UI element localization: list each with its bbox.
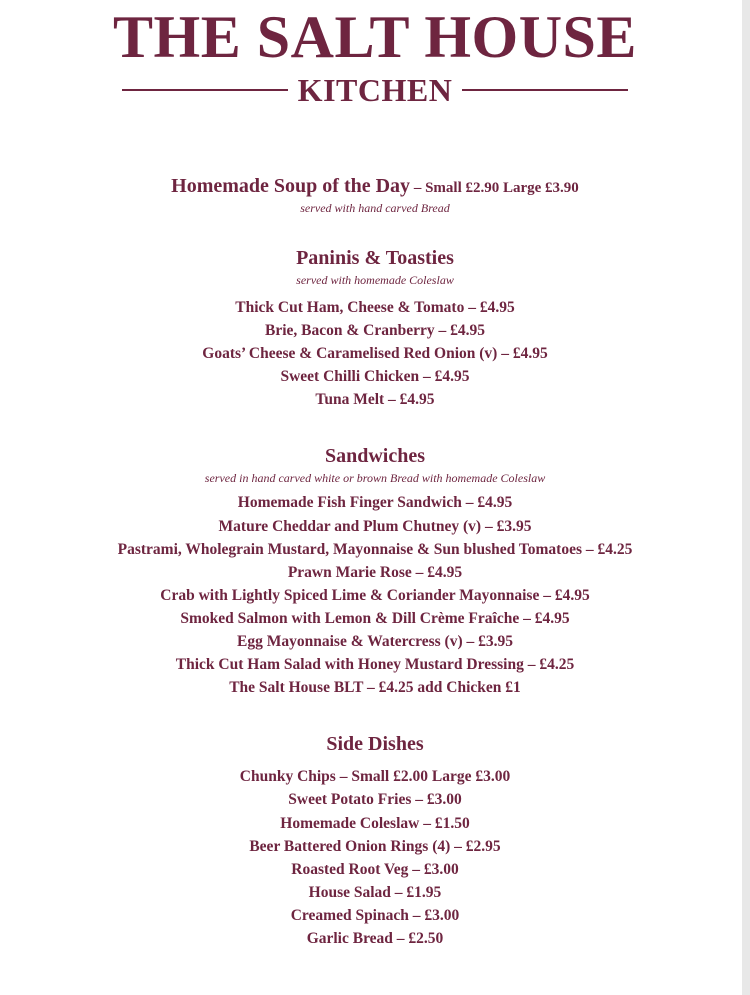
- subtitle-row: [0, 72, 750, 108]
- paninis-title: Paninis & Toasties: [296, 247, 454, 269]
- right-divider: [462, 89, 628, 91]
- menu-item: Brie, Bacon & Cranberry – £4.95: [265, 322, 485, 340]
- menu-item: Pastrami, Wholegrain Mustard, Mayonnaise & Sun blushed Tomatoes – £4.25: [117, 540, 633, 558]
- soup-price: – Small £2.90 Large £3.90: [410, 180, 579, 196]
- menu-item: Sweet Potato Fries – £3.00: [288, 791, 462, 809]
- paninis-section: [0, 246, 750, 411]
- soup-title: Homemade Soup of the Day: [171, 175, 411, 197]
- sides-list: [0, 765, 750, 950]
- paninis-list: [0, 296, 750, 411]
- menu-item: Creamed Spinach – £3.00: [290, 906, 460, 924]
- menu-item: Prawn Marie Rose – £4.95: [287, 563, 463, 581]
- left-divider: [122, 89, 288, 91]
- menu-item: Thick Cut Ham, Cheese & Tomato – £4.95: [235, 299, 515, 316]
- sandwiches-note: served in hand carved white or brown Bread with homemade Coleslaw: [204, 471, 546, 486]
- sides-title: Side Dishes: [326, 733, 424, 756]
- menu-item: Crab with Lightly Spiced Lime & Coriander Mayonnaise – £4.95: [160, 586, 590, 604]
- soup-heading: [0, 174, 750, 198]
- menu-item: The Salt House BLT – £4.25 add Chicken £1: [229, 679, 521, 697]
- menu-item: Beer Battered Onion Rings (4) – £2.95: [249, 837, 501, 855]
- sandwiches-list: [0, 491, 750, 699]
- sandwiches-section: [0, 444, 750, 699]
- menu-item: Smoked Salmon with Lemon & Dill Crème Fraîche – £4.95: [180, 609, 570, 627]
- menu-item: Garlic Bread – £2.50: [306, 929, 444, 947]
- menu-item: Sweet Chilli Chicken – £4.95: [280, 368, 470, 386]
- menu-item: Homemade Fish Finger Sandwich – £4.95: [237, 494, 513, 512]
- menu-item: Thick Cut Ham Salad with Honey Mustard Dressing – £4.25: [175, 656, 575, 674]
- menu-item: Roasted Root Veg – £3.00: [291, 860, 459, 878]
- menu-item: Tuna Melt – £4.95: [315, 391, 435, 409]
- sandwiches-title: Sandwiches: [324, 445, 426, 468]
- menu-header: [0, 0, 750, 108]
- menu-item: Homemade Coleslaw – £1.50: [280, 814, 470, 832]
- restaurant-title: THE SALT HOUSE: [113, 4, 637, 70]
- soup-note: served with hand carved Bread: [300, 201, 450, 215]
- sides-section: [0, 732, 750, 950]
- menu-item: Egg Mayonnaise & Watercress (v) – £3.95: [237, 633, 513, 651]
- menu-item: Goats’ Cheese & Caramelised Red Onion (v) – £4.95: [202, 345, 548, 363]
- paninis-note: served with homemade Coleslaw: [296, 273, 454, 287]
- menu-item: Chunky Chips – Small £2.00 Large £3.00: [239, 768, 511, 786]
- menu-subtitle: KITCHEN: [297, 72, 453, 108]
- soup-section: [0, 174, 750, 216]
- page-edge: [742, 0, 750, 995]
- menu-item: House Salad – £1.95: [308, 883, 442, 901]
- menu-item: Mature Cheddar and Plum Chutney (v) – £3.95: [218, 517, 532, 535]
